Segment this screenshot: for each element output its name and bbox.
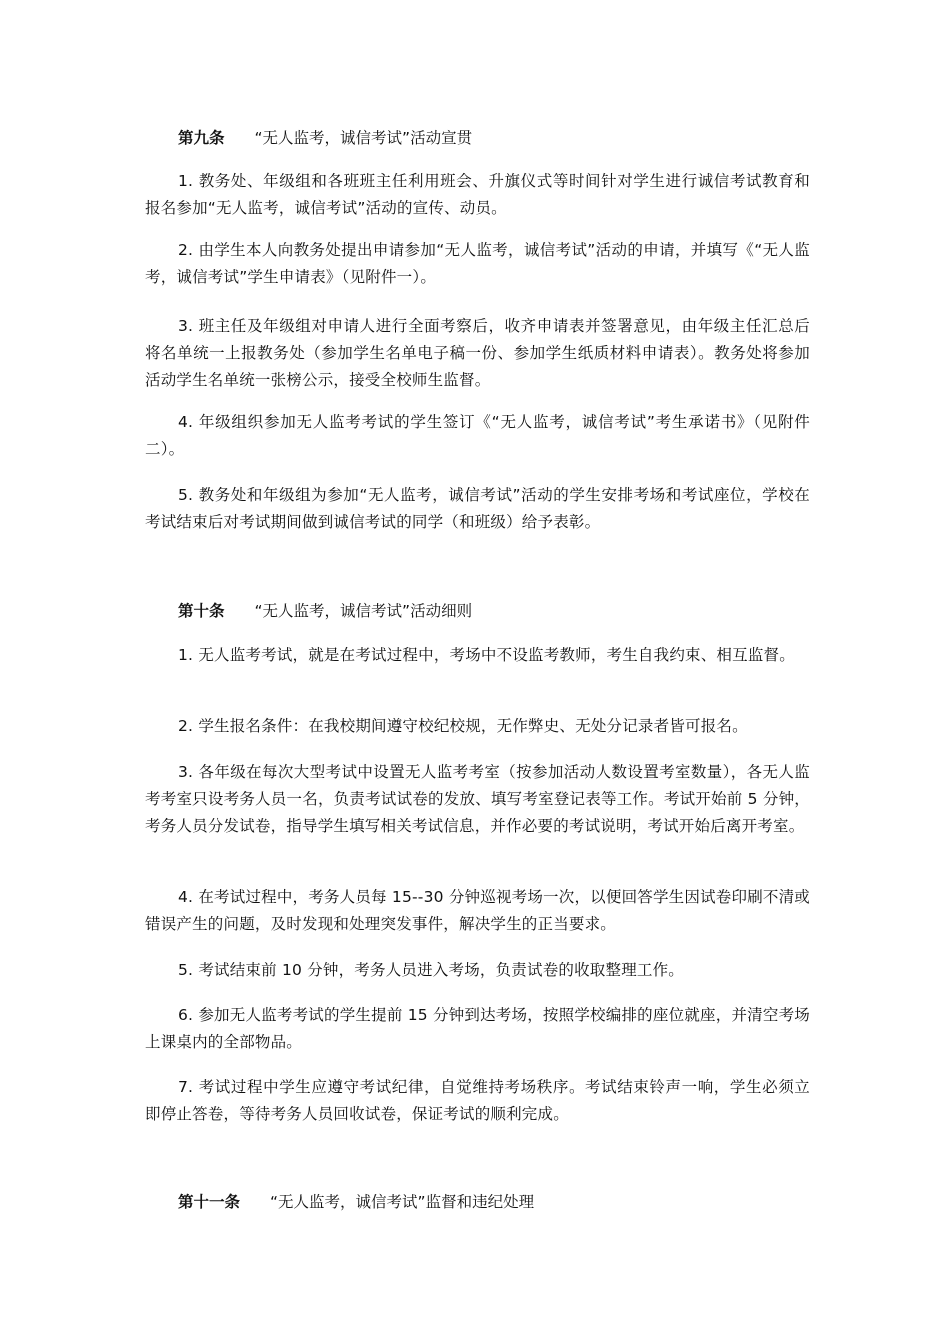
section-title: “无人监考，诚信考试”监督和违纪处理: [270, 1193, 535, 1211]
paragraph: 6. 参加无人监考考试的学生提前 15 分钟到达考场，按照学校编排的座位就座，并清空考场上课桌内的全部物品。: [145, 1006, 810, 1052]
section-title: “无人监考，诚信考试”活动宣贯: [254, 129, 473, 147]
section-title: “无人监考，诚信考试”活动细则: [254, 602, 473, 620]
section-heading-11: [178, 1191, 534, 1213]
paragraph: 3. 各年级在每次大型考试中设置无人监考考室（按参加活动人数设置考室数量），各无人监考考室只设考务人员一名，负责考试试卷的发放、填写考室登记表等工作。考试开始前 5 分钟，考务人员分发试卷，指导学生填写相关考试信息，并作必要的考试说明，考试开始后离开考室。: [145, 763, 810, 836]
section-number: 第九条: [178, 129, 225, 147]
section-number: 第十一条: [178, 1193, 241, 1211]
section-heading-10: [178, 600, 472, 622]
paragraph: 2. 学生报名条件：在我校期间遵守校纪校规，无作弊史、无处分记录者皆可报名。: [178, 717, 748, 735]
paragraph: 3. 班主任及年级组对申请人进行全面考察后，收齐申请表并签署意见，由年级主任汇总后将名单统一上报教务处（参加学生名单电子稿一份、参加学生纸质材料申请表）。教务处将参加活动学生名单统一张榜公示，接受全校师生监督。: [145, 317, 810, 390]
paragraph: 1. 教务处、年级组和各班班主任利用班会、升旗仪式等时间针对学生进行诚信考试教育和报名参加“无人监考，诚信考试”活动的宣传、动员。: [145, 172, 810, 218]
section-heading-9: [178, 127, 472, 149]
section-number: 第十条: [178, 602, 225, 620]
paragraph: 4. 年级组织参加无人监考考试的学生签订《“无人监考，诚信考试”考生承诺书》（见附件二）。: [145, 413, 810, 459]
paragraph: 2. 由学生本人向教务处提出申请参加“无人监考，诚信考试”活动的申请，并填写《“无人监考，诚信考试”学生申请表》（见附件一）。: [145, 241, 810, 287]
paragraph: 1. 无人监考考试，就是在考试过程中，考场中不设监考教师，考生自我约束、相互监督。: [178, 646, 795, 664]
paragraph: 5. 考试结束前 10 分钟，考务人员进入考场，负责试卷的收取整理工作。: [178, 961, 684, 979]
paragraph: 7. 考试过程中学生应遵守考试纪律，自觉维持考场秩序。考试结束铃声一响，学生必须立即停止答卷，等待考务人员回收试卷，保证考试的顺利完成。: [145, 1078, 810, 1124]
paragraph: 4. 在考试过程中，考务人员每 15--30 分钟巡视考场一次，以便回答学生因试卷印刷不清或错误产生的问题，及时发现和处理突发事件，解决学生的正当要求。: [145, 888, 810, 934]
paragraph: 5. 教务处和年级组为参加“无人监考，诚信考试”活动的学生安排考场和考试座位，学校在考试结束后对考试期间做到诚信考试的同学（和班级）给予表彰。: [145, 486, 810, 532]
